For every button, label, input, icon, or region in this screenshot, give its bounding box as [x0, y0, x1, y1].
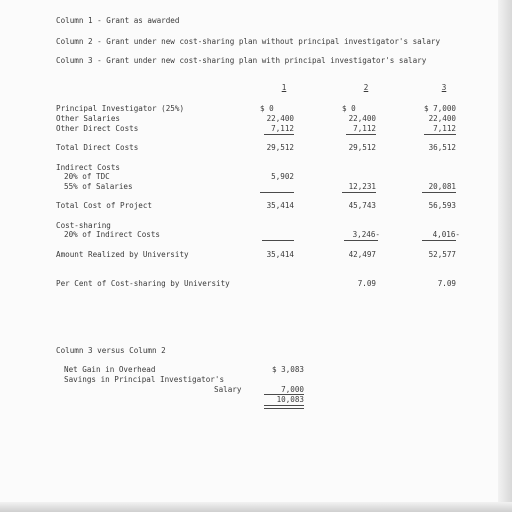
row-label-cost-sharing: Cost-sharing	[56, 221, 111, 230]
value-total-direct-col3: 36,512	[428, 143, 456, 152]
value-cs-indirect-col3: 4,016-	[432, 230, 460, 239]
row-label-percent-cost-sharing: Per Cent of Cost-sharing by University	[56, 279, 230, 288]
value-savings-pi: 7,000	[281, 385, 304, 394]
label-savings-pi-line1: Savings in Principal Investigator's	[64, 375, 225, 384]
comparison-title: Column 3 versus Column 2	[56, 346, 166, 355]
value-salaries-col2: 12,231	[348, 182, 376, 191]
value-other-direct-col3: 7,112	[433, 124, 456, 133]
value-pi-col1: $ 0	[260, 104, 274, 113]
row-label-indirect-costs: Indirect Costs	[56, 163, 121, 172]
value-total-direct-col2: 29,512	[348, 143, 376, 152]
value-realized-col3: 52,577	[428, 250, 456, 259]
underline-indirect-col2	[342, 192, 376, 193]
column-header-1: 1	[281, 83, 287, 92]
row-label-salaries-55: 55% of Salaries	[64, 182, 133, 191]
page-edge-shadow-right	[498, 0, 512, 512]
value-percent-col2: 7.09	[357, 279, 376, 288]
underline-cs-col2	[344, 240, 378, 241]
label-net-gain-overhead: Net Gain in Overhead	[64, 365, 156, 374]
double-underline-comparison	[264, 405, 304, 409]
underline-cs-col3	[422, 240, 456, 241]
value-net-gain-overhead: $ 3,083	[271, 365, 304, 374]
underline-indirect-col1	[260, 192, 294, 193]
value-cs-indirect-col2: 3,246-	[352, 230, 380, 239]
column-header-2: 2	[363, 83, 369, 92]
row-label-tdc: 20% of TDC	[64, 172, 110, 181]
value-total-direct-col1: 29,512	[266, 143, 294, 152]
value-pi-col2: $ 0	[342, 104, 356, 113]
legend-column-2: Column 2 - Grant under new cost-sharing plan without principal investigator's salary	[56, 37, 441, 46]
underline-cs-col1	[262, 240, 294, 241]
value-other-salaries-col3: 22,400	[428, 114, 456, 123]
value-other-direct-col1: 7,112	[271, 124, 294, 133]
value-tdc-col1: 5,902	[271, 172, 294, 181]
column-header-3: 3	[441, 83, 447, 92]
row-label-other-direct-costs: Other Direct Costs	[56, 124, 139, 133]
row-label-amount-realized: Amount Realized by University	[56, 250, 189, 259]
row-label-total-direct-costs: Total Direct Costs	[56, 143, 139, 152]
row-label-principal-investigator: Principal Investigator (25%)	[56, 104, 185, 113]
legend-column-1: Column 1 - Grant as awarded	[56, 16, 180, 25]
legend-column-3: Column 3 - Grant under new cost-sharing plan with principal investigator's salary	[56, 56, 427, 65]
value-realized-col2: 42,497	[348, 250, 376, 259]
underline-direct-col2	[346, 134, 376, 135]
value-other-salaries-col2: 22,400	[348, 114, 376, 123]
value-other-direct-col2: 7,112	[353, 124, 376, 133]
value-other-salaries-col1: 22,400	[266, 114, 294, 123]
value-percent-col3: 7.09	[437, 279, 456, 288]
value-total-project-col1: 35,414	[266, 201, 294, 210]
value-total-project-col3: 56,593	[428, 201, 456, 210]
underline-direct-col1	[264, 134, 294, 135]
page-edge-shadow-bottom	[0, 502, 512, 512]
label-savings-pi-line2: Salary	[214, 385, 242, 394]
row-label-cs-indirect: 20% of Indirect Costs	[64, 230, 161, 239]
value-total-project-col2: 45,743	[348, 201, 376, 210]
value-pi-col3: $ 7,000	[423, 104, 456, 113]
row-label-total-cost-of-project: Total Cost of Project	[56, 201, 153, 210]
value-salaries-col3: 20,081	[428, 182, 456, 191]
underline-direct-col3	[424, 134, 456, 135]
value-realized-col1: 35,414	[266, 250, 294, 259]
row-label-other-salaries: Other Salaries	[56, 114, 121, 123]
underline-indirect-col3	[422, 192, 456, 193]
value-comparison-total: 10,083	[276, 395, 304, 404]
